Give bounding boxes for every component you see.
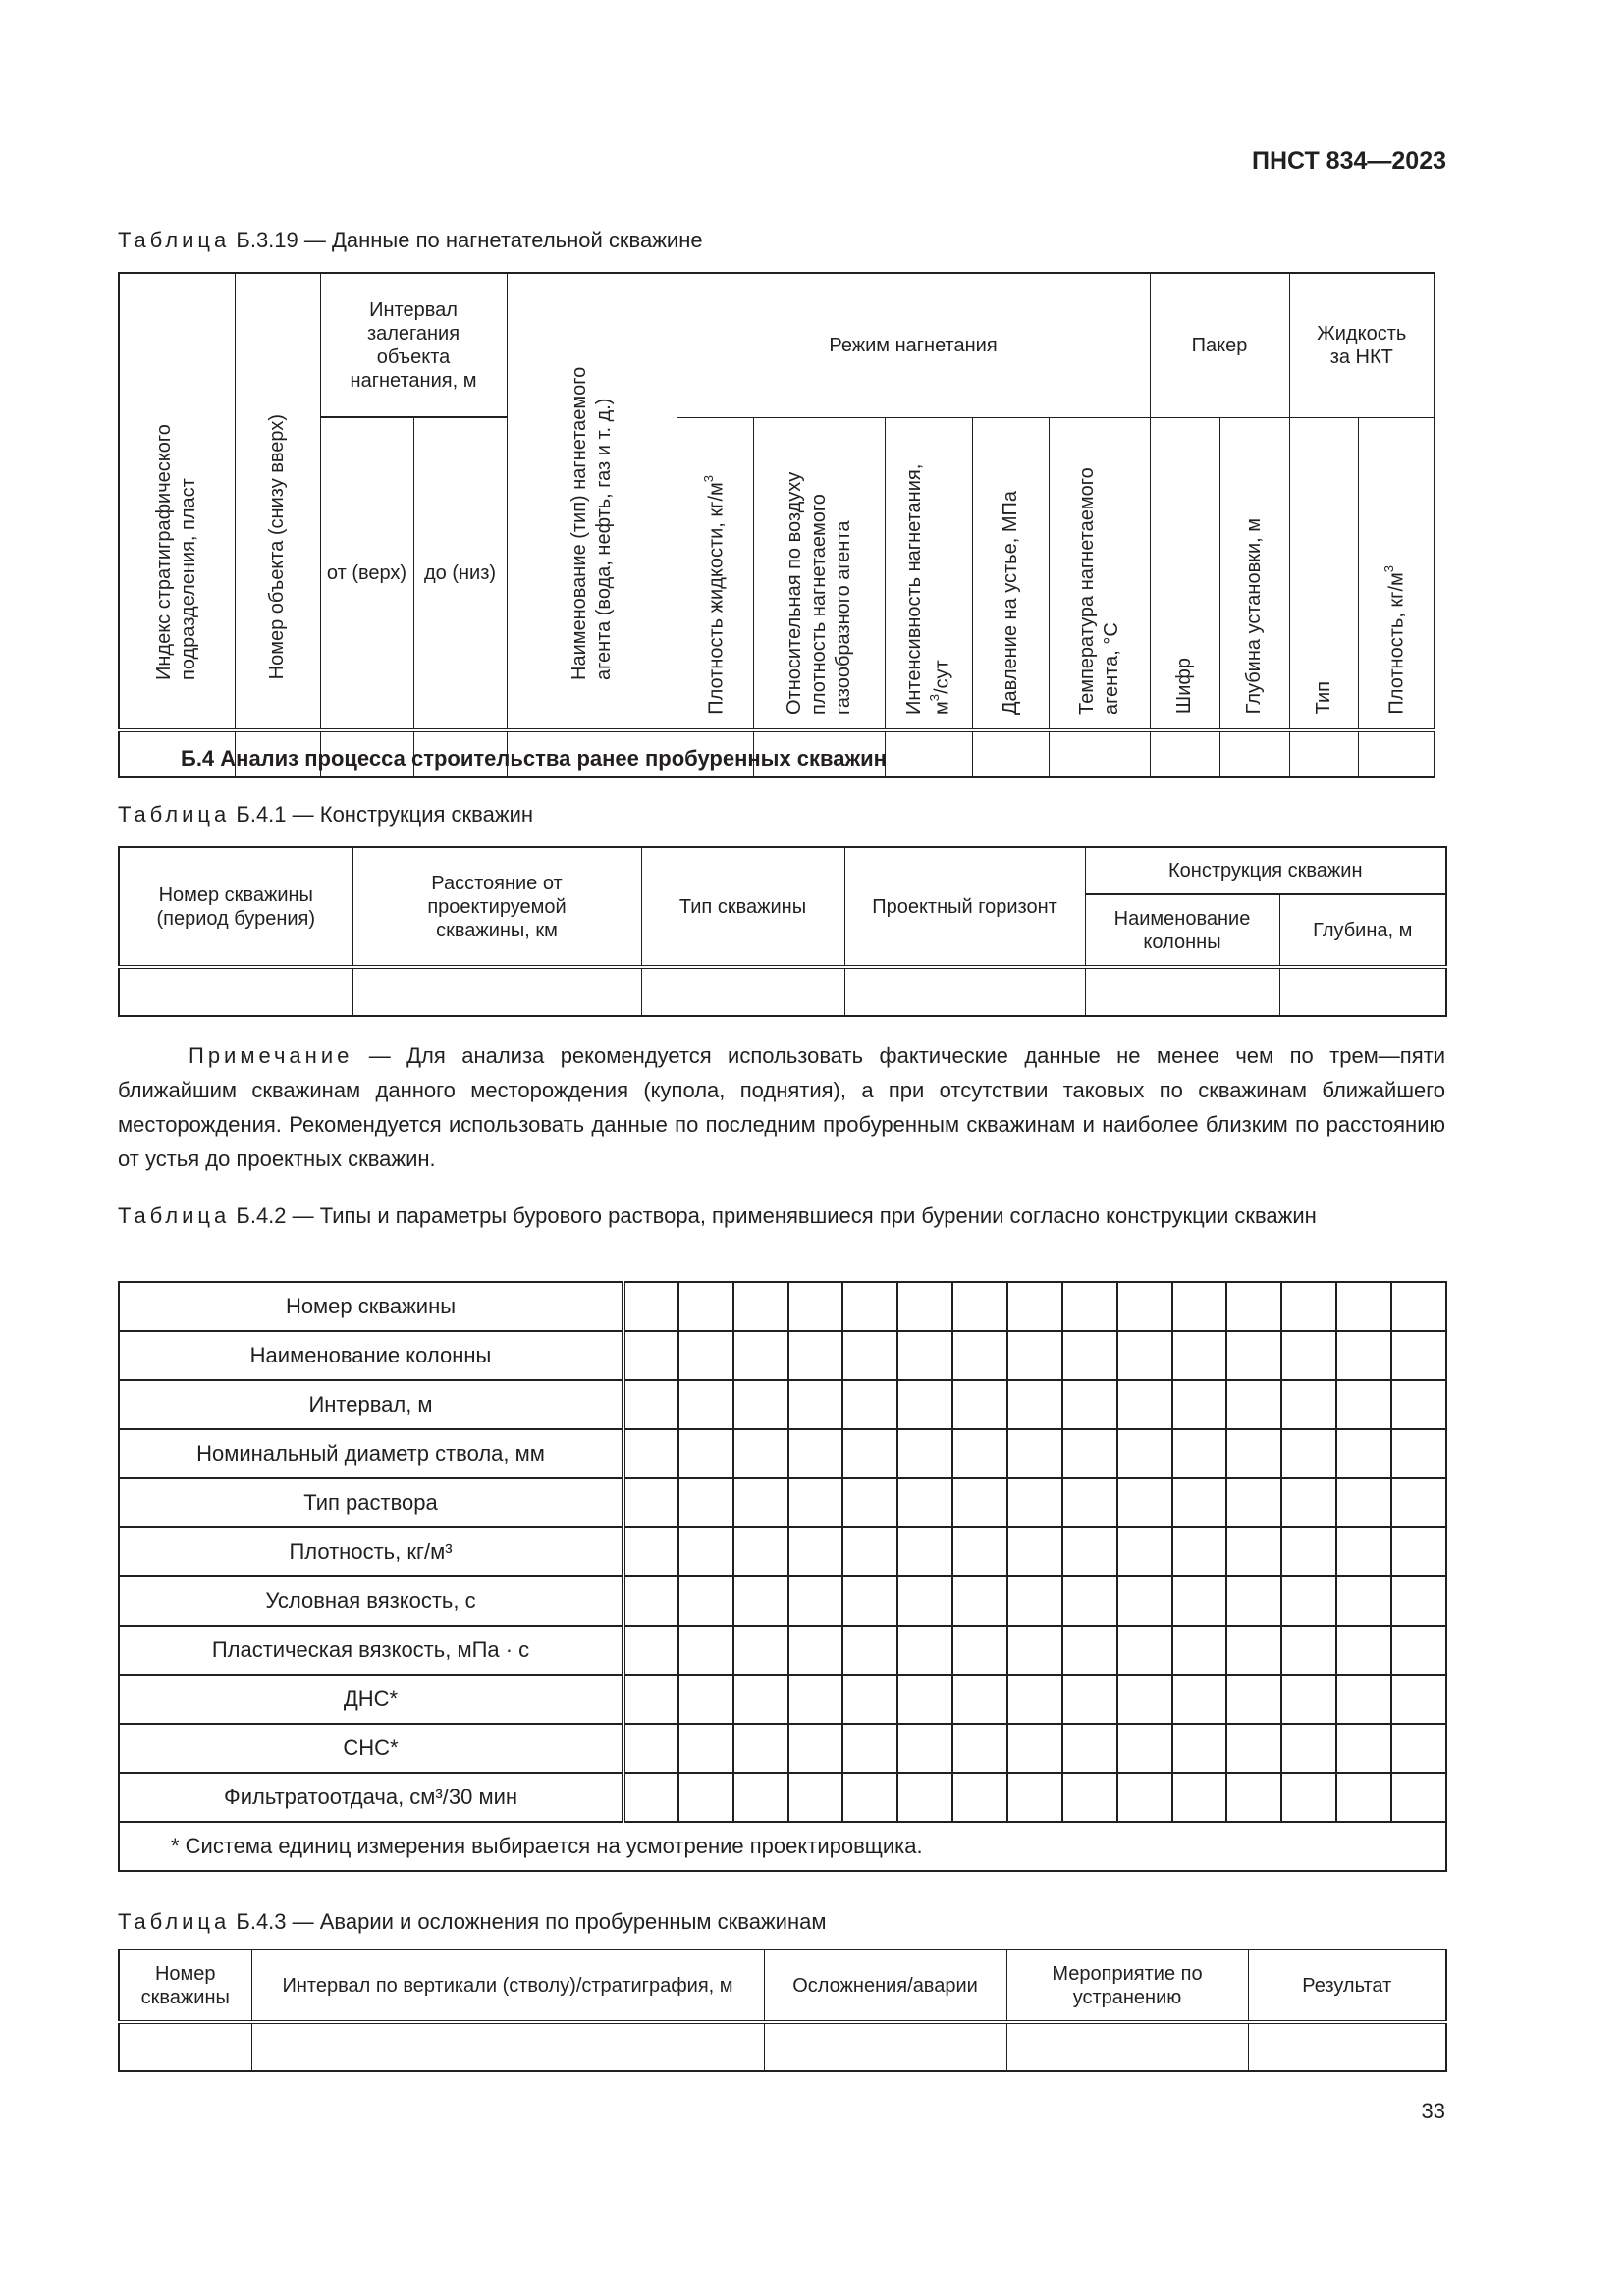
cell[interactable] (678, 1675, 733, 1724)
cell[interactable] (1226, 1478, 1281, 1527)
cell[interactable] (1085, 967, 1279, 1016)
cell[interactable] (678, 1331, 733, 1380)
cell[interactable] (678, 1282, 733, 1331)
cell[interactable] (1172, 1331, 1227, 1380)
cell[interactable] (1226, 1380, 1281, 1429)
cell[interactable] (952, 1724, 1007, 1773)
cell[interactable] (842, 1773, 897, 1822)
cell[interactable] (1391, 1675, 1446, 1724)
cell[interactable] (788, 1675, 843, 1724)
header-temperature: Температура нагнетаемого агента, °С (1049, 417, 1150, 730)
cell[interactable] (678, 1576, 733, 1626)
cell[interactable] (897, 1429, 952, 1478)
header-packer-code: Шифр (1150, 417, 1219, 730)
header-measures: Мероприятие по устранению (1006, 1949, 1248, 2022)
cell[interactable] (788, 1331, 843, 1380)
cell[interactable] (1391, 1282, 1446, 1331)
cell[interactable] (1391, 1478, 1446, 1527)
table-row (119, 1429, 1446, 1478)
header-from: от (верх) (320, 417, 413, 730)
row-label: Наименование колонны (119, 1331, 623, 1380)
cell[interactable] (119, 2022, 251, 2071)
row-label: Плотность, кг/м³ (119, 1527, 623, 1576)
header-object-number: Номер объекта (снизу вверх) (235, 273, 320, 730)
cell[interactable] (1117, 1331, 1172, 1380)
cell[interactable] (1062, 1527, 1117, 1576)
cell[interactable] (788, 1576, 843, 1626)
cell[interactable] (952, 1773, 1007, 1822)
cell[interactable] (1007, 1429, 1062, 1478)
cell[interactable] (1007, 1331, 1062, 1380)
cell[interactable] (1062, 1626, 1117, 1675)
cell[interactable] (1226, 1626, 1281, 1675)
cell[interactable] (1226, 1773, 1281, 1822)
cell[interactable] (1172, 1527, 1227, 1576)
cell[interactable] (897, 1331, 952, 1380)
header-complications: Осложнения/аварии (764, 1949, 1006, 2022)
cell[interactable] (1391, 1527, 1446, 1576)
cell[interactable] (844, 967, 1085, 1016)
header-construction: Конструкция скважин (1085, 847, 1446, 894)
cell[interactable] (1007, 1527, 1062, 1576)
table-row (119, 1626, 1446, 1675)
cell[interactable] (788, 1724, 843, 1773)
cell[interactable] (972, 730, 1049, 777)
cell[interactable] (1117, 1626, 1172, 1675)
header-intensity: Интенсивность нагнетания, $м^3$/сут (885, 417, 972, 730)
cell[interactable] (1281, 1773, 1336, 1822)
cell[interactable] (1336, 1429, 1391, 1478)
cell[interactable] (1336, 1626, 1391, 1675)
cell[interactable] (1289, 730, 1358, 777)
table-b319-caption: Таблица Б.3.19 — Данные по нагнетательной скважине (118, 228, 703, 252)
cell[interactable] (352, 967, 641, 1016)
cell[interactable] (897, 1675, 952, 1724)
cell[interactable] (1281, 1478, 1336, 1527)
cell[interactable] (1336, 1773, 1391, 1822)
cell[interactable] (1172, 1626, 1227, 1675)
cell[interactable] (1172, 1675, 1227, 1724)
cell[interactable] (1226, 1429, 1281, 1478)
table-b41-caption: Таблица Б.4.1 — Конструкция скважин (118, 802, 534, 827)
cell[interactable] (1062, 1380, 1117, 1429)
cell[interactable] (623, 1429, 678, 1478)
cell[interactable] (623, 1626, 678, 1675)
cell[interactable] (897, 1527, 952, 1576)
cell[interactable] (1281, 1380, 1336, 1429)
row-label: Интервал, м (119, 1380, 623, 1429)
cell[interactable] (842, 1282, 897, 1331)
cell[interactable] (733, 1380, 788, 1429)
cell[interactable] (788, 1429, 843, 1478)
cell[interactable] (952, 1626, 1007, 1675)
table-row (119, 1675, 1446, 1724)
header-fluid-density: Плотность жидкости, $кг/м^3$ (677, 417, 753, 730)
cell[interactable] (1336, 1331, 1391, 1380)
table-b43-caption: Таблица Б.4.3 — Аварии и осложнения по пробуренным скважинам (118, 1909, 827, 1934)
cell[interactable] (1391, 1626, 1446, 1675)
cell[interactable] (897, 1576, 952, 1626)
cell[interactable] (952, 1576, 1007, 1626)
cell[interactable] (1117, 1429, 1172, 1478)
cell[interactable] (1281, 1331, 1336, 1380)
table-row (119, 1773, 1446, 1822)
header-tubing-density: Плотность, $кг/м^3$ (1358, 417, 1435, 730)
header-tubing-fluid: Жидкость за НКТ (1289, 273, 1435, 417)
cell[interactable] (1007, 1576, 1062, 1626)
header-relative-density: Относительная по воздуху плотность нагнетаемого газообразного агента (753, 417, 885, 730)
cell[interactable] (952, 1527, 1007, 1576)
header-well-type: Тип скважины (641, 847, 844, 967)
cell[interactable] (1007, 1626, 1062, 1675)
cell[interactable] (678, 1380, 733, 1429)
cell[interactable] (842, 1331, 897, 1380)
cell[interactable] (1117, 1724, 1172, 1773)
cell[interactable] (1219, 730, 1289, 777)
cell[interactable] (1281, 1576, 1336, 1626)
cell[interactable] (1117, 1478, 1172, 1527)
cell[interactable] (678, 1724, 733, 1773)
cell[interactable] (733, 1773, 788, 1822)
cell[interactable] (1007, 1380, 1062, 1429)
header-mode: Режим нагнетания (677, 273, 1150, 417)
cell[interactable] (1226, 1675, 1281, 1724)
cell[interactable] (1172, 1429, 1227, 1478)
cell[interactable] (1062, 1576, 1117, 1626)
cell[interactable] (623, 1773, 678, 1822)
cell[interactable] (1172, 1478, 1227, 1527)
row-label: СНС* (119, 1724, 623, 1773)
cell[interactable] (1391, 1724, 1446, 1773)
cell[interactable] (623, 1527, 678, 1576)
cell[interactable] (952, 1478, 1007, 1527)
cell[interactable] (678, 1626, 733, 1675)
cell[interactable] (641, 967, 844, 1016)
cell[interactable] (1062, 1331, 1117, 1380)
cell[interactable] (678, 1478, 733, 1527)
cell[interactable] (1117, 1773, 1172, 1822)
cell[interactable] (1226, 1282, 1281, 1331)
cell[interactable] (1006, 2022, 1248, 2071)
cell[interactable] (1117, 1576, 1172, 1626)
cell[interactable] (1007, 1282, 1062, 1331)
cell[interactable] (1007, 1478, 1062, 1527)
cell[interactable] (1226, 1527, 1281, 1576)
header-tubing-type: Тип (1289, 417, 1358, 730)
cell[interactable] (1226, 1724, 1281, 1773)
cell[interactable] (1336, 1576, 1391, 1626)
cell[interactable] (1007, 1724, 1062, 1773)
header-result: Результат (1248, 1949, 1446, 2022)
cell[interactable] (1062, 1773, 1117, 1822)
cell[interactable] (1172, 1282, 1227, 1331)
cell[interactable] (1336, 1282, 1391, 1331)
cell[interactable] (897, 1773, 952, 1822)
page-number: 33 (1421, 2099, 1445, 2123)
cell[interactable] (1281, 1282, 1336, 1331)
table-footnote: * Система единиц измерения выбирается на усмотрение проектировщика. (119, 1822, 1446, 1871)
cell[interactable] (1172, 1773, 1227, 1822)
cell[interactable] (842, 1429, 897, 1478)
table-row (119, 1576, 1446, 1626)
table-row (119, 967, 1446, 1016)
cell[interactable] (623, 1478, 678, 1527)
row-label: Фильтратоотдача, см³/30 мин (119, 1773, 623, 1822)
cell[interactable] (1117, 1380, 1172, 1429)
table-b319 (118, 272, 1435, 778)
cell[interactable] (1062, 1429, 1117, 1478)
table-b42 (118, 1281, 1447, 1872)
row-label: Тип раствора (119, 1478, 623, 1527)
cell[interactable] (733, 1478, 788, 1527)
table-row (119, 1282, 1446, 1331)
cell[interactable] (1172, 1576, 1227, 1626)
cell[interactable] (733, 1527, 788, 1576)
cell[interactable] (119, 967, 352, 1016)
cell[interactable] (788, 1282, 843, 1331)
cell[interactable] (897, 1626, 952, 1675)
header-to: до (низ) (413, 417, 507, 730)
cell[interactable] (1172, 1380, 1227, 1429)
cell[interactable] (1336, 1478, 1391, 1527)
cell[interactable] (733, 1576, 788, 1626)
cell[interactable] (788, 1478, 843, 1527)
cell[interactable] (842, 1626, 897, 1675)
cell[interactable] (764, 2022, 1006, 2071)
cell[interactable] (1279, 967, 1446, 1016)
header-well-number: Номер скважины (период бурения) (119, 847, 352, 967)
cell[interactable] (1281, 1527, 1336, 1576)
cell[interactable] (1391, 1331, 1446, 1380)
cell[interactable] (1117, 1527, 1172, 1576)
cell[interactable] (842, 1527, 897, 1576)
cell[interactable] (1281, 1724, 1336, 1773)
cell[interactable] (733, 1331, 788, 1380)
cell[interactable] (1062, 1478, 1117, 1527)
table-b43 (118, 1949, 1447, 2072)
cell[interactable] (623, 1282, 678, 1331)
cell[interactable] (842, 1724, 897, 1773)
note-paragraph: Примечание — Для анализа рекомендуется использовать фактические данные не менее чем по трем—пяти ближайшим скважинам данного месторождения (купола, поднятия), а при отсутствии таковых по скважинам ближайшего месторождения. Рекомендуется использовать данные по последним пробуренным скважинам и наиболее близким по расстоянию от устья до проектных скважин. (118, 1043, 1445, 1171)
cell[interactable] (952, 1380, 1007, 1429)
table-row (119, 1380, 1446, 1429)
header-distance: Расстояние от проектируемой скважины, км (352, 847, 641, 967)
table-row (119, 2022, 1446, 2071)
header-horizon: Проектный горизонт (844, 847, 1085, 967)
header-agent-name: Наименование (тип) нагнетаемого агента (вода, нефть, газ и т. д.) (507, 273, 677, 730)
header-packer-depth: Глубина установки, м (1219, 417, 1289, 730)
cell[interactable] (952, 1331, 1007, 1380)
cell[interactable] (1007, 1773, 1062, 1822)
cell[interactable] (1172, 1724, 1227, 1773)
cell[interactable] (1391, 1429, 1446, 1478)
row-label: Пластическая вязкость, мПа · с (119, 1626, 623, 1675)
header-depth: Глубина, м (1279, 894, 1446, 967)
cell[interactable] (952, 1282, 1007, 1331)
header-packer: Пакер (1150, 273, 1289, 417)
cell[interactable] (1226, 1576, 1281, 1626)
cell[interactable] (1049, 730, 1150, 777)
cell[interactable] (623, 1675, 678, 1724)
cell[interactable] (788, 1380, 843, 1429)
cell[interactable] (1226, 1331, 1281, 1380)
cell[interactable] (842, 1675, 897, 1724)
cell[interactable] (623, 1331, 678, 1380)
cell[interactable] (1281, 1429, 1336, 1478)
table-row (119, 1331, 1446, 1380)
cell[interactable] (1062, 1282, 1117, 1331)
cell[interactable] (1336, 1380, 1391, 1429)
cell[interactable] (897, 1724, 952, 1773)
cell[interactable] (1150, 730, 1219, 777)
cell[interactable] (897, 1478, 952, 1527)
row-label: Номинальный диаметр ствола, мм (119, 1429, 623, 1478)
table-b42-caption: Таблица Б.4.2 — Типы и параметры бурового раствора, применявшиеся при бурении согласно конструкции скважин (118, 1203, 1317, 1228)
cell[interactable] (1281, 1626, 1336, 1675)
row-label: ДНС* (119, 1675, 623, 1724)
header-well-number: Номер скважины (119, 1949, 251, 2022)
cell[interactable] (733, 1675, 788, 1724)
cell[interactable] (897, 1380, 952, 1429)
cell[interactable] (788, 1626, 843, 1675)
cell[interactable] (678, 1527, 733, 1576)
cell[interactable] (623, 1380, 678, 1429)
cell[interactable] (1248, 2022, 1446, 2071)
cell[interactable] (1117, 1282, 1172, 1331)
cell[interactable] (733, 1282, 788, 1331)
row-label: Условная вязкость, с (119, 1576, 623, 1626)
cell[interactable] (1007, 1675, 1062, 1724)
cell[interactable] (1391, 1576, 1446, 1626)
cell[interactable] (1391, 1773, 1446, 1822)
cell[interactable] (1391, 1380, 1446, 1429)
cell[interactable] (952, 1675, 1007, 1724)
table-row (119, 1478, 1446, 1527)
cell[interactable] (1062, 1675, 1117, 1724)
cell[interactable] (788, 1527, 843, 1576)
section-heading: Б.4 Анализ процесса строительства ранее пробуренных скважин (181, 746, 887, 771)
cell[interactable] (733, 1626, 788, 1675)
table-row (119, 1724, 1446, 1773)
cell[interactable] (1117, 1675, 1172, 1724)
row-label: Номер скважины (119, 1282, 623, 1331)
table-b41 (118, 846, 1447, 1017)
cell[interactable] (623, 1576, 678, 1626)
cell[interactable] (623, 1724, 678, 1773)
header-interval: Интервал залегания объекта нагнетания, м (320, 273, 507, 417)
table-row (119, 1527, 1446, 1576)
cell[interactable] (1062, 1724, 1117, 1773)
cell[interactable] (842, 1380, 897, 1429)
cell[interactable] (1281, 1675, 1336, 1724)
cell[interactable] (251, 2022, 764, 2071)
header-column-name: Наименование колонны (1085, 894, 1279, 967)
cell[interactable] (952, 1429, 1007, 1478)
cell[interactable] (678, 1429, 733, 1478)
cell[interactable] (1358, 730, 1435, 777)
cell[interactable] (733, 1429, 788, 1478)
cell[interactable] (1336, 1527, 1391, 1576)
header-index: Индекс стратиграфического подразделения, пласт (119, 273, 235, 730)
cell[interactable] (788, 1773, 843, 1822)
header-interval: Интервал по вертикали (стволу)/стратиграфия, м (251, 1949, 764, 2022)
cell[interactable] (842, 1478, 897, 1527)
cell[interactable] (678, 1773, 733, 1822)
header-wellhead-pressure: Давление на устье, МПа (972, 417, 1049, 730)
cell[interactable] (1336, 1724, 1391, 1773)
cell[interactable] (733, 1724, 788, 1773)
cell[interactable] (1336, 1675, 1391, 1724)
document-code: ПНСТ 834—2023 (1252, 147, 1446, 175)
cell[interactable] (897, 1282, 952, 1331)
cell[interactable] (885, 730, 972, 777)
cell[interactable] (842, 1576, 897, 1626)
